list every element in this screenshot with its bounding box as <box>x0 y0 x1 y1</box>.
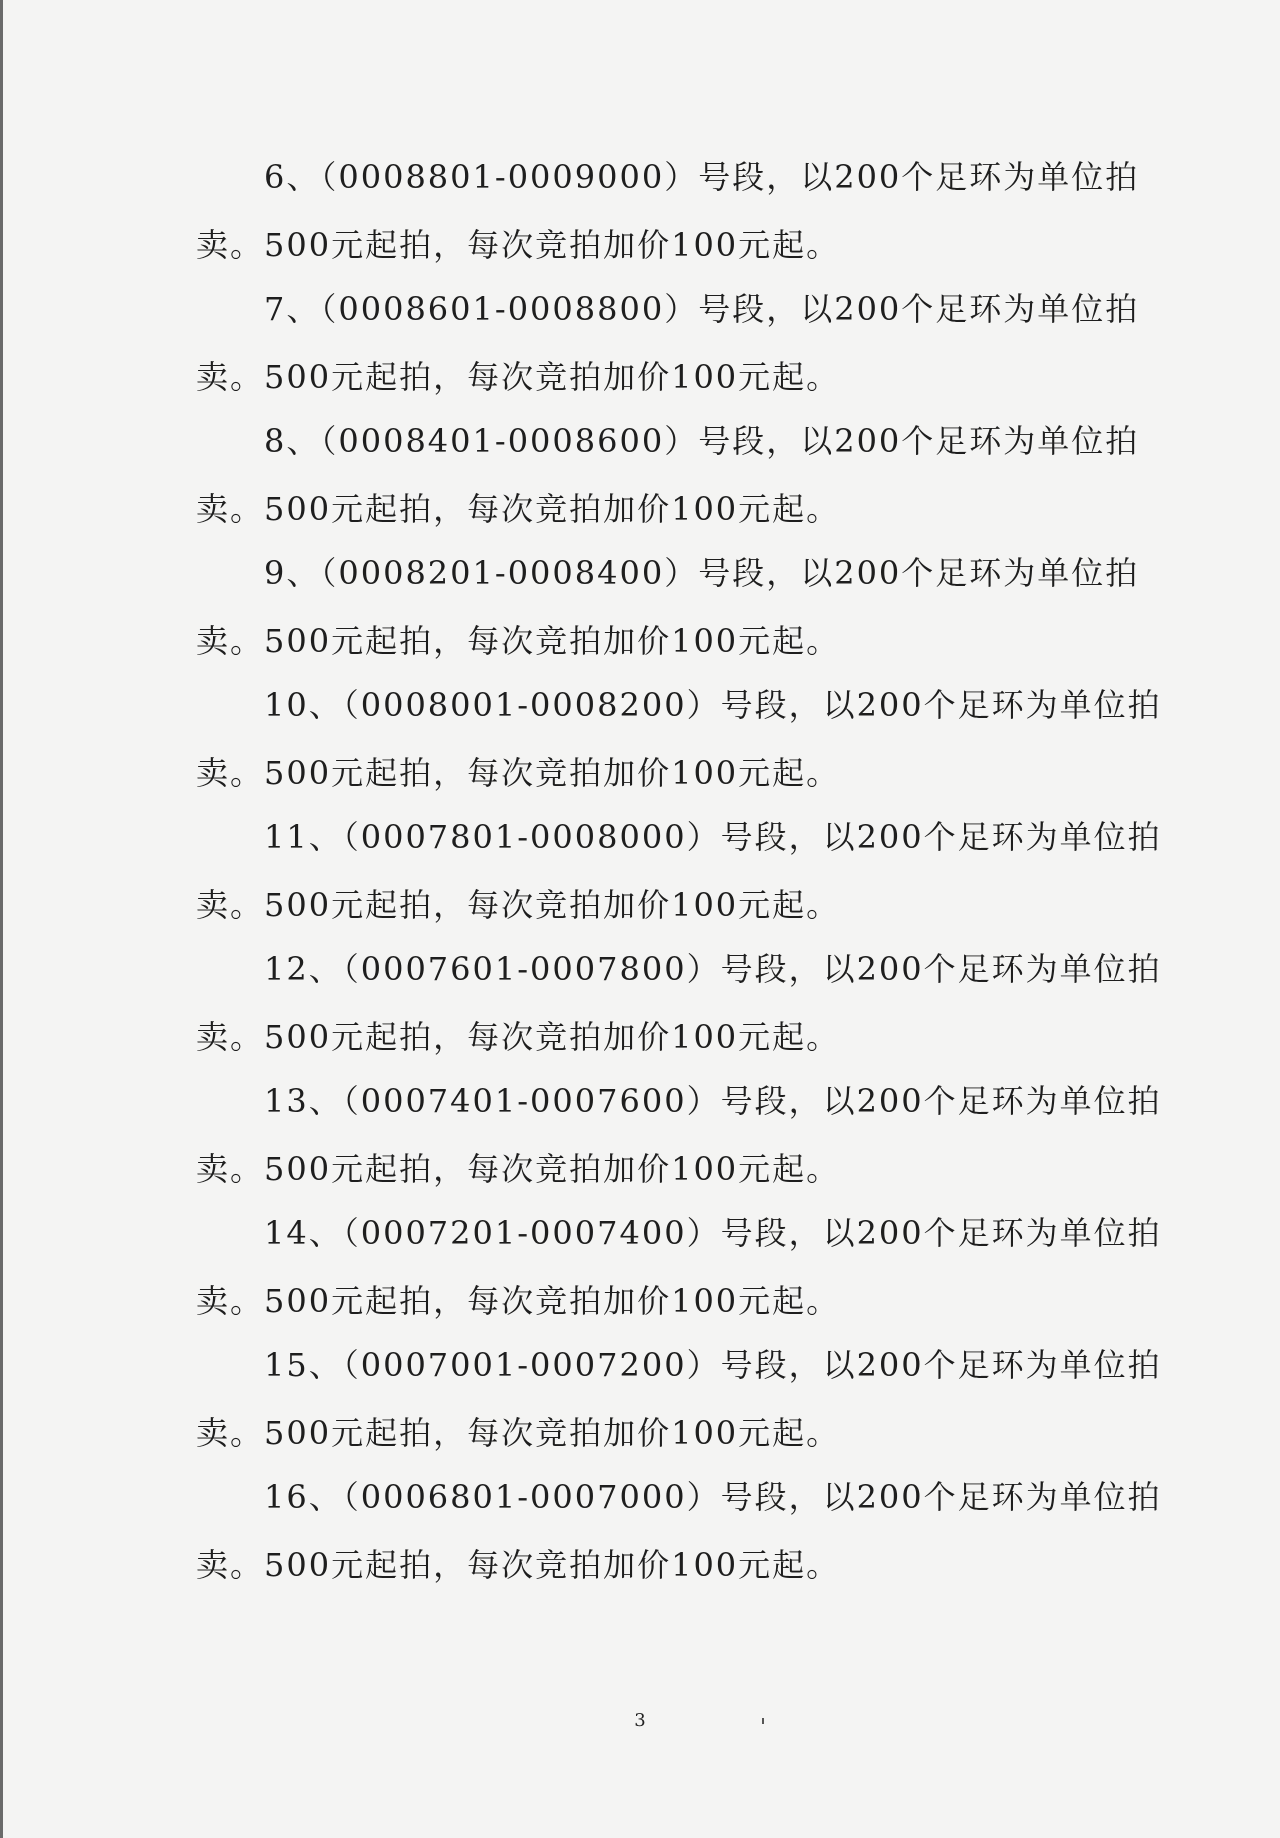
item-line-first: 10、（0008001-0008200）号段，以200个足环为单位拍 <box>264 686 1162 724</box>
item-line-first: 13、（0007401-0007600）号段，以200个足环为单位拍 <box>264 1082 1162 1120</box>
item-line-second: 卖。500元起拍，每次竞拍加价100元起。 <box>196 1282 841 1320</box>
auction-item-12 <box>196 950 1162 1056</box>
item-line-second: 卖。500元起拍，每次竞拍加价100元起。 <box>196 1546 841 1584</box>
item-line-first: 15、（0007001-0007200）号段，以200个足环为单位拍 <box>264 1346 1162 1384</box>
item-line-first: 6、（0008801-0009000）号段，以200个足环为单位拍 <box>264 158 1140 196</box>
item-line-second: 卖。500元起拍，每次竞拍加价100元起。 <box>196 226 841 264</box>
auction-item-11 <box>196 818 1162 924</box>
scan-speck <box>762 1718 764 1724</box>
auction-items-list <box>196 158 1162 1610</box>
item-line-first: 7、（0008601-0008800）号段，以200个足环为单位拍 <box>264 290 1140 328</box>
auction-item-7 <box>196 290 1140 396</box>
auction-item-8 <box>196 422 1140 528</box>
item-line-second: 卖。500元起拍，每次竞拍加价100元起。 <box>196 358 841 396</box>
auction-item-15 <box>196 1346 1162 1452</box>
auction-item-9 <box>196 554 1140 660</box>
item-line-second: 卖。500元起拍，每次竞拍加价100元起。 <box>196 1150 841 1188</box>
item-line-first: 11、（0007801-0008000）号段，以200个足环为单位拍 <box>264 818 1162 856</box>
item-line-second: 卖。500元起拍，每次竞拍加价100元起。 <box>196 490 841 528</box>
auction-item-16 <box>196 1478 1162 1584</box>
item-line-second: 卖。500元起拍，每次竞拍加价100元起。 <box>196 622 841 660</box>
item-line-second: 卖。500元起拍，每次竞拍加价100元起。 <box>196 886 841 924</box>
item-line-first: 8、（0008401-0008600）号段，以200个足环为单位拍 <box>264 422 1140 460</box>
auction-item-14 <box>196 1214 1162 1320</box>
page-number: 3 <box>634 1710 646 1731</box>
auction-item-6 <box>196 158 1140 264</box>
item-line-first: 16、（0006801-0007000）号段，以200个足环为单位拍 <box>264 1478 1162 1516</box>
item-line-second: 卖。500元起拍，每次竞拍加价100元起。 <box>196 1414 841 1452</box>
item-line-first: 12、（0007601-0007800）号段，以200个足环为单位拍 <box>264 950 1162 988</box>
scan-left-edge <box>0 0 3 1838</box>
auction-item-13 <box>196 1082 1162 1188</box>
item-line-second: 卖。500元起拍，每次竞拍加价100元起。 <box>196 754 841 792</box>
item-line-second: 卖。500元起拍，每次竞拍加价100元起。 <box>196 1018 841 1056</box>
item-line-first: 9、（0008201-0008400）号段，以200个足环为单位拍 <box>264 554 1140 592</box>
auction-item-10 <box>196 686 1162 792</box>
item-line-first: 14、（0007201-0007400）号段，以200个足环为单位拍 <box>264 1214 1162 1252</box>
